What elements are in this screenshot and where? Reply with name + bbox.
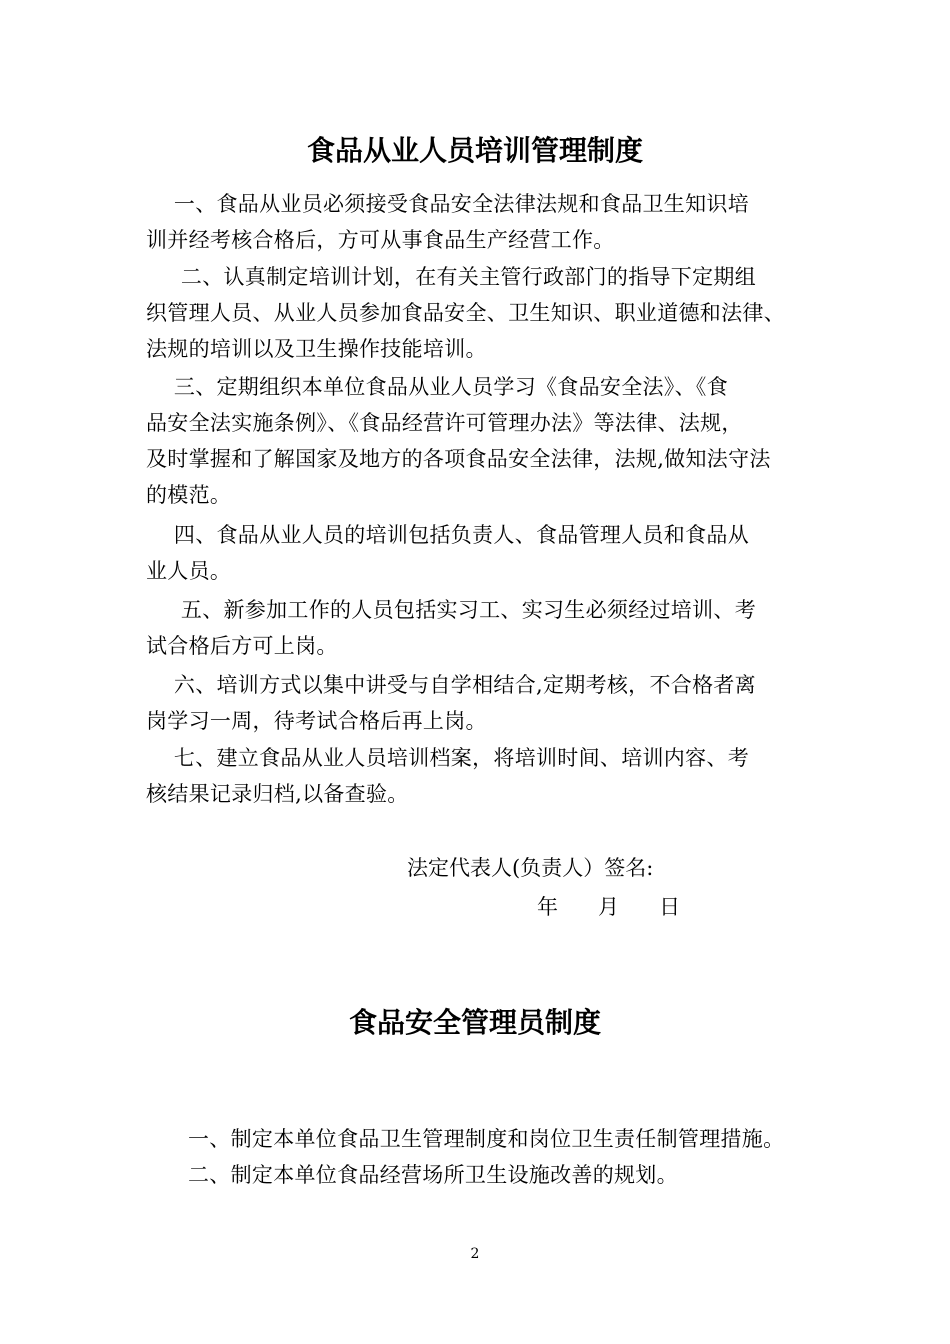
- signature-line: 法定代表人(负责人）签名:: [407, 856, 654, 880]
- page-number: 2: [470, 1246, 480, 1262]
- paragraph-7: 七、建立食品从业人员培训档案，将培训时间、培训内容、考 核结果记录归档,以备查验。: [146, 746, 750, 806]
- section-2-paragraph-1: 一、制定本单位食品卫生管理制度和岗位卫生责任制管理措施。: [188, 1127, 785, 1151]
- paragraph-1: 一、食品从业员必须接受食品安全法律法规和食品卫生知识培 训并经考核合格后，方可从事食品生产经营工作。: [146, 192, 750, 252]
- paragraph-4: 四、食品从业人员的培训包括负责人、食品管理人员和食品从 业人员。: [146, 523, 750, 583]
- section-1-title: 食品从业人员培训管理制度: [306, 134, 643, 167]
- paragraph-3: 三、定期组织本单位食品从业人员学习《食品安全法》、《食 品安全法实施条例》、《食品经营许可管理办法》等法律、法规， 及时掌握和了解国家及地方的各项食品安全法律，法规,做知法守法 的模范。: [146, 375, 771, 507]
- paragraph-5: 五、新参加工作的人员包括实习工、实习生必须经过培训、考 试合格后方可上岗。: [146, 598, 756, 658]
- section-2-title: 食品安全管理员制度: [348, 1006, 601, 1039]
- section-2-paragraph-2: 二、制定本单位食品经营场所卫生设施改善的规划。: [188, 1163, 678, 1187]
- paragraph-2: 二、认真制定培训计划，在有关主管行政部门的指导下定期组 织管理人员、从业人员参加食品安全、卫生知识、职业道德和法律、 法规的培训以及卫生操作技能培训。: [146, 265, 785, 361]
- paragraph-6: 六、培训方式以集中讲受与自学相结合,定期考核，不合格者离 岗学习一周，待考试合格后再上岗。: [146, 673, 756, 733]
- date-line: 年 月 日: [537, 895, 681, 919]
